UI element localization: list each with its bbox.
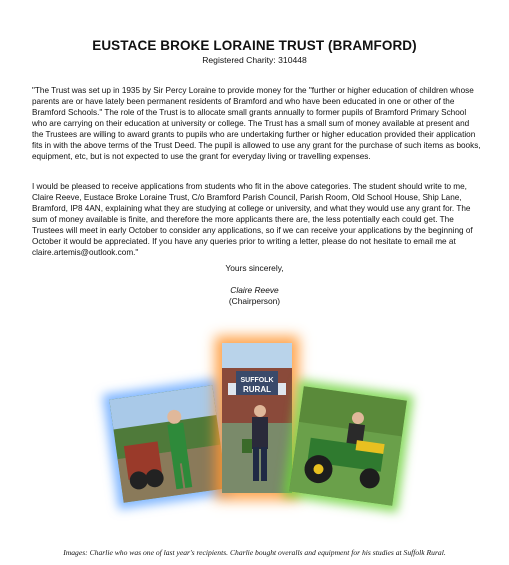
photo-caption: Images: Charlie who was one of last year's recipients. Charlie bought overalls and equipment for his studies at Suffolk Rural. <box>63 548 446 557</box>
sign-line-1: SUFFOLK <box>240 377 274 384</box>
charity-number: Registered Charity: 310448 <box>202 55 307 65</box>
application-paragraph: I would be pleased to receive applications from students who fit in the above categories. The student should write to me, Claire Reeve, Eustace Broke Loraine Trust, C/o Bramford Parish Council, Parish Room, Old School House, Ship Lane, Bramford, IP8 4AN, explaining what they are studying at college or university, and what they would use any grant for. The sum of money available is finite, and therefore the more applicants there are, the less potentially each could get. The Trustees will meet in early October to consider any applications, so if we can receive your applications by the beginning of October it would be appreciated. If you have any queries prior to writing a letter, please do not hesitate to email me at claire.artemis@outlook.com." <box>32 182 473 257</box>
document-title: EUSTACE BROKE LORAINE TRUST (BRAMFORD) <box>92 38 417 53</box>
photo-overalls <box>109 385 226 502</box>
photo-suffolk-rural-sign <box>222 343 292 493</box>
signatory-name: Claire Reeve <box>230 285 279 295</box>
sign-line-2: RURAL <box>243 385 271 394</box>
intro-paragraph: "The Trust was set up in 1935 by Sir Percy Loraine to provide money for the "further or higher education of children whose parents are or have lately been permanent residents of Bramford and who have been educated in one or other of the Bramford Schools." The role of the Trust is to allocate small grants annually to former pupils of Bramford Primary School who are carrying on their education at university or college. The Trust has a small sum of money available at present and the Trustees are willing to award grants to pupils who are undertaking further or higher education provided their application fits in with the above terms of the Trust Deed. The pupil is allowed to use any grant for the purchase of such items as books, equipment, etc, but is not expected to use the grant for everyday living or travelling expenses. <box>32 86 481 161</box>
photo-ride-on-mower <box>289 386 407 505</box>
signatory-role: (Chairperson) <box>228 296 281 306</box>
closing-line: Yours sincerely, <box>225 263 284 273</box>
